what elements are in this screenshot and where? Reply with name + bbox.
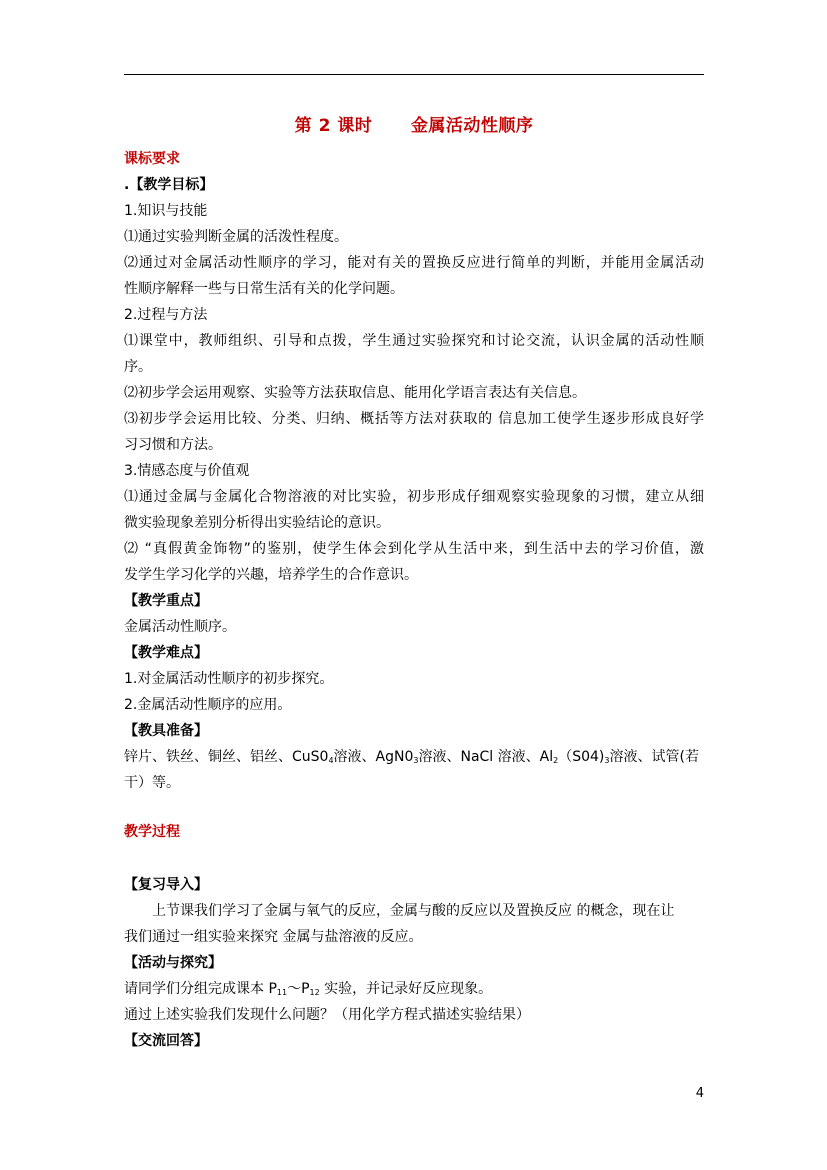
activity-part: ～P: [287, 981, 310, 997]
subscript: 3: [604, 756, 610, 765]
paragraph-line: 2.过程与方法: [124, 307, 208, 323]
teaching-goals-heading: .【教学目标】: [124, 177, 214, 193]
activity-part: 实验，并记录好反应现象。: [319, 981, 493, 997]
paragraph-line: ⑴通过实验判断金属的活泼性程度。: [124, 229, 348, 245]
materials-part: 溶液、NaCl 溶液、Al: [418, 749, 554, 765]
subscript: 3: [413, 756, 419, 765]
paragraph-line: 上节课我们学习了金属与氧气的反应，金属与酸的反应以及置换反应 的概念，现在让: [152, 903, 675, 919]
paragraph-line: 习习惯和方法。: [124, 437, 222, 453]
paragraph-line: 微实验现象差别分析得出实验结论的意识。: [124, 515, 390, 531]
subscript: 11: [276, 988, 288, 997]
paragraph-line: ⑵ “真假黄金饰物”的鉴别，使学生体会到化学从生活中来，到生活中去的学习价值，激: [124, 541, 704, 557]
key-points-heading: 【教学重点】: [124, 593, 208, 609]
paragraph-line: 性顺序解释一些与日常生活有关的化学问题。: [124, 281, 404, 297]
activity-part: 请同学们分组完成课本 P: [124, 981, 277, 997]
difficulty-item: 1.对金属活动性顺序的初步探究。: [124, 671, 334, 687]
paragraph-line: ⑶初步学会运用比较、分类、归纳、概括等方法对获取的 信息加工使学生逐步形成良好学: [124, 411, 704, 427]
paragraph-line: ⑵初步学会运用观察、实验等方法获取信息、能用化学语言表达有关信息。: [124, 385, 586, 401]
lesson-title: 第 2 课时 金属活动性顺序: [294, 116, 534, 136]
materials-text: [124, 744, 704, 770]
paragraph-line: ⑴课堂中，教师组织、引导和点拨，学生通过实验探究和讨论交流，认识金属的活动性顺: [124, 333, 704, 349]
page-number: 4: [695, 1086, 704, 1101]
materials-text-cont: 干）等。: [124, 775, 180, 791]
paragraph-line: 我们通过一组实验来探究 金属与盐溶液的反应。: [124, 929, 423, 945]
materials-part: （S04): [558, 749, 605, 765]
paragraph-line: 1.知识与技能: [124, 203, 208, 219]
paragraph-line: 发学生学习化学的兴趣，培养学生的合作意识。: [124, 567, 418, 583]
review-heading: 【复习导入】: [124, 877, 208, 893]
difficulty-item: 2.金属活动性顺序的应用。: [124, 697, 292, 713]
key-points-text: 金属活动性顺序。: [124, 619, 236, 635]
header-rule: [124, 74, 704, 75]
subscript: 4: [328, 756, 334, 765]
activity-heading: 【活动与探究】: [124, 955, 222, 971]
difficulties-heading: 【教学难点】: [124, 645, 208, 661]
section-requirements-heading: 课标要求: [124, 151, 180, 167]
materials-heading: 【教具准备】: [124, 723, 208, 739]
teaching-process-heading: 教学过程: [124, 824, 180, 840]
paragraph-line: 通过上述实验我们发现什么问题？（用化学方程式描述实验结果）: [124, 1007, 530, 1023]
activity-text: [124, 976, 704, 1002]
paragraph-line: ⑴通过金属与金属化合物溶液的对比实验，初步形成仔细观察实验现象的习惯，建立从细: [124, 489, 704, 505]
paragraph-line: 3.情感态度与价值观: [124, 463, 250, 479]
subscript: 12: [309, 988, 320, 997]
document-body: [124, 146, 704, 1054]
materials-part: 溶液、AgN0: [333, 749, 414, 765]
paragraph-line: ⑵通过对金属活动性顺序的学习，能对有关的置换反应进行简单的判断，并能用金属活动: [124, 255, 704, 271]
exchange-heading: 【交流回答】: [124, 1033, 208, 1049]
materials-part: 溶液、试管(若: [609, 749, 699, 765]
paragraph-line: 序。: [124, 359, 152, 375]
materials-part: 锌片、铁丝、铜丝、铝丝、CuS0: [124, 749, 329, 765]
subscript: 2: [553, 756, 559, 765]
